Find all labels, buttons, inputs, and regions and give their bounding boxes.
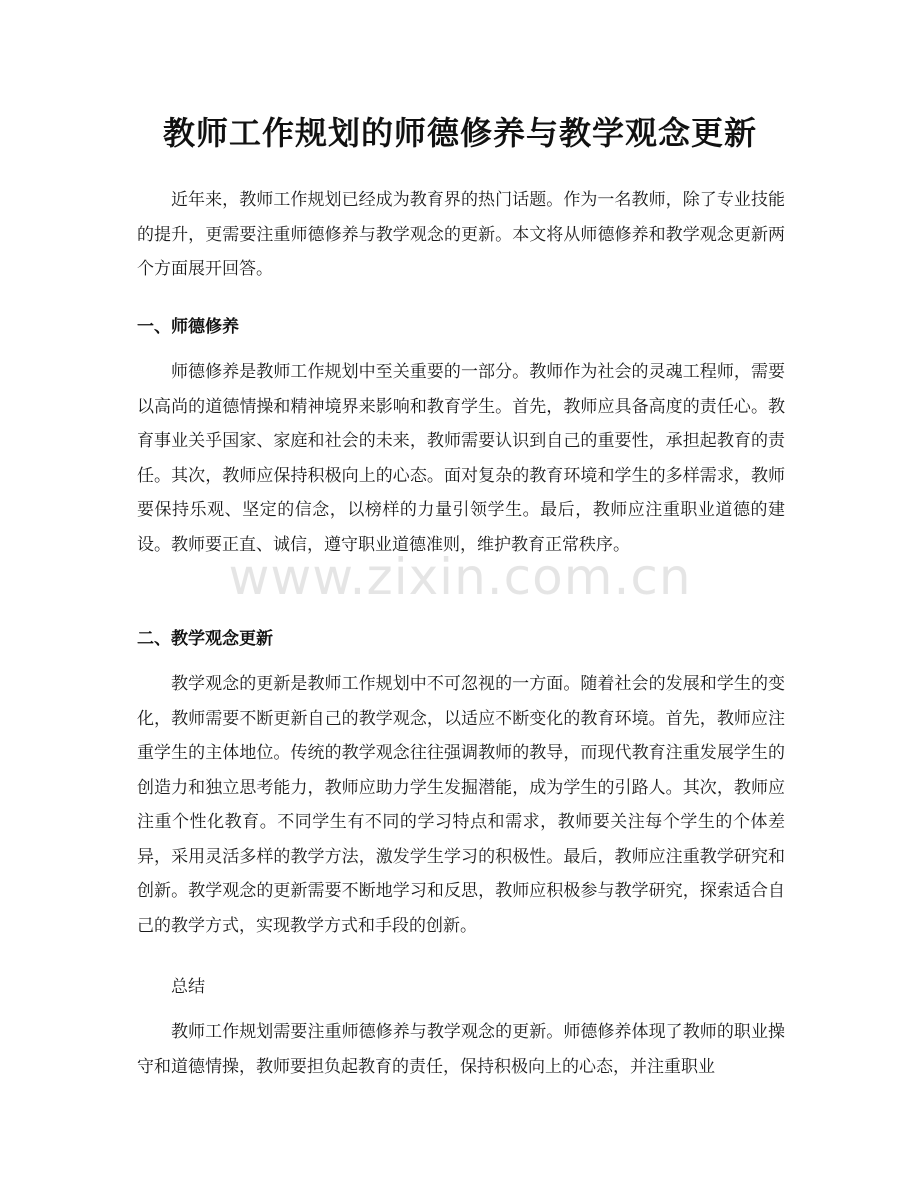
section-body-teaching: 教学观念的更新是教师工作规划中不可忽视的一方面。随着社会的发展和学生的变化，教师需要不断更新自己的教学观念，以适应不断变化的教育环境。首先，教师应注重学生的主体地位。传统的教学观念往往强调教师的教导，而现代教育注重发展学生的创造力和独立思考能力，教师应助力学生发掘潜能，成为学生的引路人。其次，教师应注重个性化教育。不同学生有不同的学习特点和需求，教师要关注每个学生的个体差异，采用灵活多样的教学方法，激发学生学习的积极性。最后，教师应注重教学研究和创新。教学观念的更新需要不断地学习和反思，教师应积极参与教学研究，探索适合自己的教学方式，实现教学方式和手段的创新。: [137, 674, 785, 936]
section-body-ethics: 师德修养是教师工作规划中至关重要的一部分。教师作为社会的灵魂工程师，需要以高尚的道德情操和精神境界来影响和教育学生。首先，教师应具备高度的责任心。教育事业关乎国家、家庭和社会的未来，教师需要认识到自己的重要性，承担起教育的责任。其次，教师应保持积极向上的心态。面对复杂的教育环境和学生的多样需求，教师要保持乐观、坚定的信念，以榜样的力量引领学生。最后，教师应注重职业道德的建设。教师要正直、诚信，遵守职业道德准则，维护教育正常秩序。: [137, 362, 785, 555]
section-heading-teaching: 二、教学观念更新: [137, 629, 273, 649]
summary-label: 总结: [171, 977, 205, 997]
document-title: 教师工作规划的师德修养与教学观念更新: [162, 114, 757, 152]
watermark: www.zixin.com.cn: [228, 548, 692, 606]
summary-paragraph: 教师工作规划需要注重师德修养与教学观念的更新。师德修养体现了教师的职业操守和道德情操，教师要担负起教育的责任，保持积极向上的心态，并注重职业: [137, 1022, 785, 1077]
section-heading-ethics: 一、师德修养: [137, 317, 239, 337]
intro-paragraph: 近年来，教师工作规划已经成为教育界的热门话题。作为一名教师，除了专业技能的提升，更需要注重师德修养与教学观念的更新。本文将从师德修养和教学观念更新两个方面展开回答。: [137, 190, 785, 279]
